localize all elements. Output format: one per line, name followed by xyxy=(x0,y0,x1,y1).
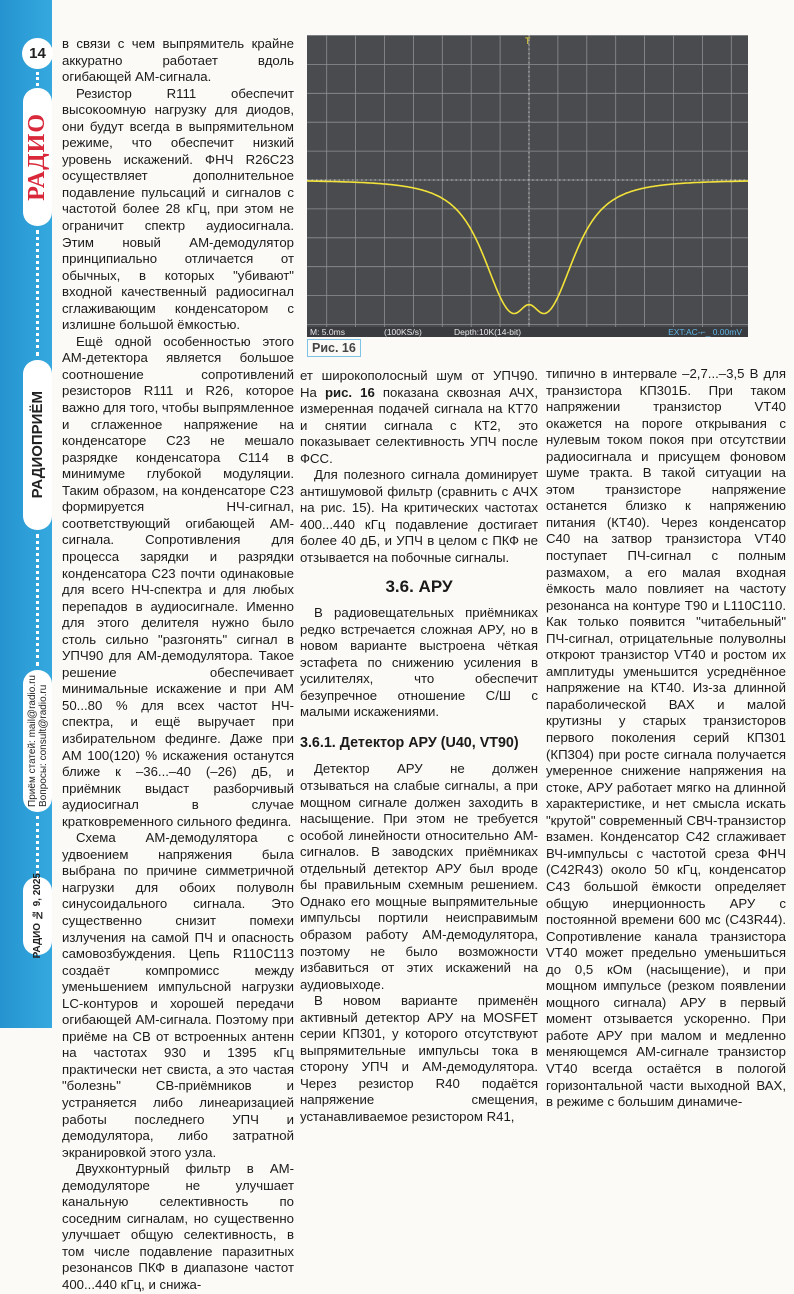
section-name: РАДИОПРИЁМ xyxy=(29,391,46,499)
column-2 xyxy=(300,368,538,1126)
logo-text: РАДИО xyxy=(24,113,50,201)
dotted-divider xyxy=(36,72,42,86)
paragraph: Двухконтурный фильтр в АМ-демодуляторе не улучшает канальную селективность по соседним сигналам, но существенно улучшает общую селективность, в том числе подавление паразитных резонансов ПКФ в диапазоне частот 400...440 кГц, и снижа- xyxy=(62,1161,294,1293)
sidebar xyxy=(0,0,52,1028)
paragraph: Ещё одной особенностью этого АМ-детектора является большое соотношение сопротивлений резисторов R111 и R26, которое важно для того, чтобы выпрямленное и сглаженное напряжение на конденсаторе C23 не мешало разрядке конденсатора C114 в минимуме глубокой модуляции. Таким образом, на конденсаторе C23 формируется НЧ-сигнал, соответствующий огибающей АМ-сигнала. Сопротивления для процесса зарядки и разрядки конденсатора C23 почти одинаковые для всего НЧ-спектра и для любых перепадов в аудиосигнале. Именно для этого делителя нужно было столь сильно "разгонять" сигнал в УПЧ90 для АМ-демодулятора. Такое решение обеспечивает минимальные искажение и при АМ 50...80 % для всех частот НЧ-спектра, и ещё выручает при избирательном фединге. Даже при АМ 100(120) % искажения останутся ближе к –36...–40 (–26) дБ, и приёмник выдаст разборчивый аудиосигнал в случае кратковременного сильного фединга. xyxy=(62,333,294,829)
contact-articles: Приём статей: mail@radio.ru xyxy=(26,675,38,807)
subsection-heading: 3.6.1. Детектор АРУ (U40, VT90) xyxy=(300,734,519,751)
radio-logo xyxy=(23,88,52,226)
contact-questions: Вопросы: consult@radio.ru xyxy=(37,684,49,807)
paragraph: Резистор R111 обеспечит высокоомную нагрузку для диодов, они будут всегда в выпрямительном режиме, что обеспечит низкий уровень искажений. ФНЧ R26C23 осуществляет дополнительное подавление пульсаций и сигналов с частотой более 28 кГц, при этом не ограничит спектр аудиосигнала. Этим новый АМ-демодулятор принципиально отличается от обычных, в которых "убивают" входной качественный радиосигнал сглаживающим конденсатором с излишне большой ёмкостью. xyxy=(62,85,294,333)
paragraph: типично в интервале –2,7...–3,5 В для транзистора КП301Б. При таком напряжении транзистор VT40 окажется на пороге открывания с нулевым током покоя при отсутствии радиосигнала и присущем фоновом шуме тракта. В такой ситуации на этом транзисторе напряжение останется близко к напряжению питания (КТ40). Через конденсатор C40 на затвор транзистора VT40 поступает ПЧ-сигнал с полным размахом, а его малая входная ёмкость мало повлияет на частоту резонанса на контуре T90 и L110C110. Как только появится "читабельный" ПЧ-сигнал, отрицательные полуволны откроют транзистор VT40 и ростом их амплитуды уменьшится усреднённое напряжение на КТ40. Из-за длинной параболической ВАХ и малой крутизны у старых транзисторов первого поколения серий КП301 (КП304) при росте сигнала получается умеренное снижение напряжения на стоке, АРУ работает мягко на длинной характеристике, и нет смысла искать "крутой" современный СВЧ-транзистор взамен. Конденсатор C42 сглаживает ВЧ-импульсы с частотой среза ФНЧ (C42R43) около 50 кГц, конденсатор C43 большой ёмкости определяет общую инерционность АРУ с постоянной времени 600 мс (C43R44). Сопротивление канала транзистора VT40 может предельно уменьшиться до 0,5 кОм (насыщение), и при мощном импульсе (резком появлении мощного сигнала) АРУ в первый момент отзывается ускоренно. При работе АРУ при малом и медленно меняющемся АМ-сигнале транзистор VT40 всегда остаётся в пологой горизонтальной части выходной ВАХ, в режиме с большим динамиче- xyxy=(546,366,786,1110)
figure-caption: Рис. 16 xyxy=(307,339,361,357)
frequency-response-plot xyxy=(307,35,748,327)
issue-label xyxy=(23,873,52,959)
response-trace xyxy=(307,181,748,314)
issue-text: РАДИО № 9, 2025 xyxy=(32,873,43,959)
figure-reference: рис. 16 xyxy=(324,384,375,400)
trigger-info: EXT:AC-⌐_ 0.00mV xyxy=(668,327,742,337)
dotted-divider xyxy=(36,230,42,356)
page-number: 14 xyxy=(22,38,53,69)
paragraph xyxy=(300,368,538,467)
paragraph: Для полезного сигнала доминирует антишумовой фильтр (сравнить с АЧХ на рис. 15). На критических частотах 400...440 кГц подавление достигает более 40 дБ, и УПЧ в целом с ПКФ не отзывается на побочные сигналы. xyxy=(300,467,538,566)
scope-status-bar xyxy=(307,327,748,337)
section-label xyxy=(23,360,52,530)
memory-depth: Depth:10K(14-bit) xyxy=(454,327,522,337)
text: показана сквозная АЧХ, измеренная подачей сигнала на КТ70 и снятии сигнала с КТ2, это показывает селективность УПЧ после ФСС. xyxy=(300,384,538,466)
paragraph: Детектор АРУ не должен отзываться на слабые сигналы, а при мощном сигнале должен заходить в насыщение. При этом не требуется особой линейности относительно АМ-сигналов. В заводских приёмниках отдельный детектор АРУ был вроде бы правильным схемным решением. Однако его мощные выпрямительные импульсы портили неисправимым образом работу АМ-демодулятора, поэтому не было возможности избавиться от этих искажений на аудиовыходе. xyxy=(300,761,538,992)
paragraph: В радиовещательных приёмниках редко встречается сложная АРУ, но в новом варианте выстроена чёткая эстафета по снижению усиления в усилителях, что обеспечит безупречное отношение С/Ш с малыми искажениями. xyxy=(300,605,538,720)
dotted-divider xyxy=(36,816,42,874)
paragraph: Схема АМ-демодулятора с удвоением напряжения была выбрана по причине симметричной нагрузки для обоих полуволн синусоидального сигнала. Это существенно снизит помехи излучения на самой ПЧ и опасность самовозбуждения. Цепь R110C113 создаёт компромисс между уменьшением импульсной нагрузки LC-контуров и хорошей передачи огибающей АМ-сигнала. Поэтому при приёме на СВ от встроенных антенн на частотах 930 и 1395 кГц практически нет свиста, а это частая "болезнь" СВ-приёмников и устраняется либо линеаризацией работы последнего УПЧ и демодулятора, либо затратной экранировкой этого узла. xyxy=(62,830,294,1160)
timebase: M: 5.0ms xyxy=(310,327,345,337)
trigger-marker-icon: T xyxy=(525,36,531,46)
oscilloscope-figure xyxy=(307,35,748,337)
section-heading: 3.6. АРУ xyxy=(385,576,453,596)
dotted-divider xyxy=(36,534,42,666)
column-1 xyxy=(62,36,294,1294)
text: ет широкополосный шум от УПЧ90. На xyxy=(300,368,538,400)
paragraph: в связи с чем выпрямитель крайне аккуратно работает вдоль огибающей АМ-сигнала. xyxy=(62,36,294,85)
paragraph: В новом варианте применён активный детектор АРУ на MOSFET серии КП301, у которого отсутствуют выпрямительные импульсы тока в сторону УПЧ и АМ-демодулятора. Через резистор R40 подаётся напряжение смещения, устанавливаемое резистором R41, xyxy=(300,993,538,1124)
sample-rate: (100KS/s) xyxy=(384,327,422,337)
column-3 xyxy=(546,366,786,1111)
contacts xyxy=(23,670,52,812)
